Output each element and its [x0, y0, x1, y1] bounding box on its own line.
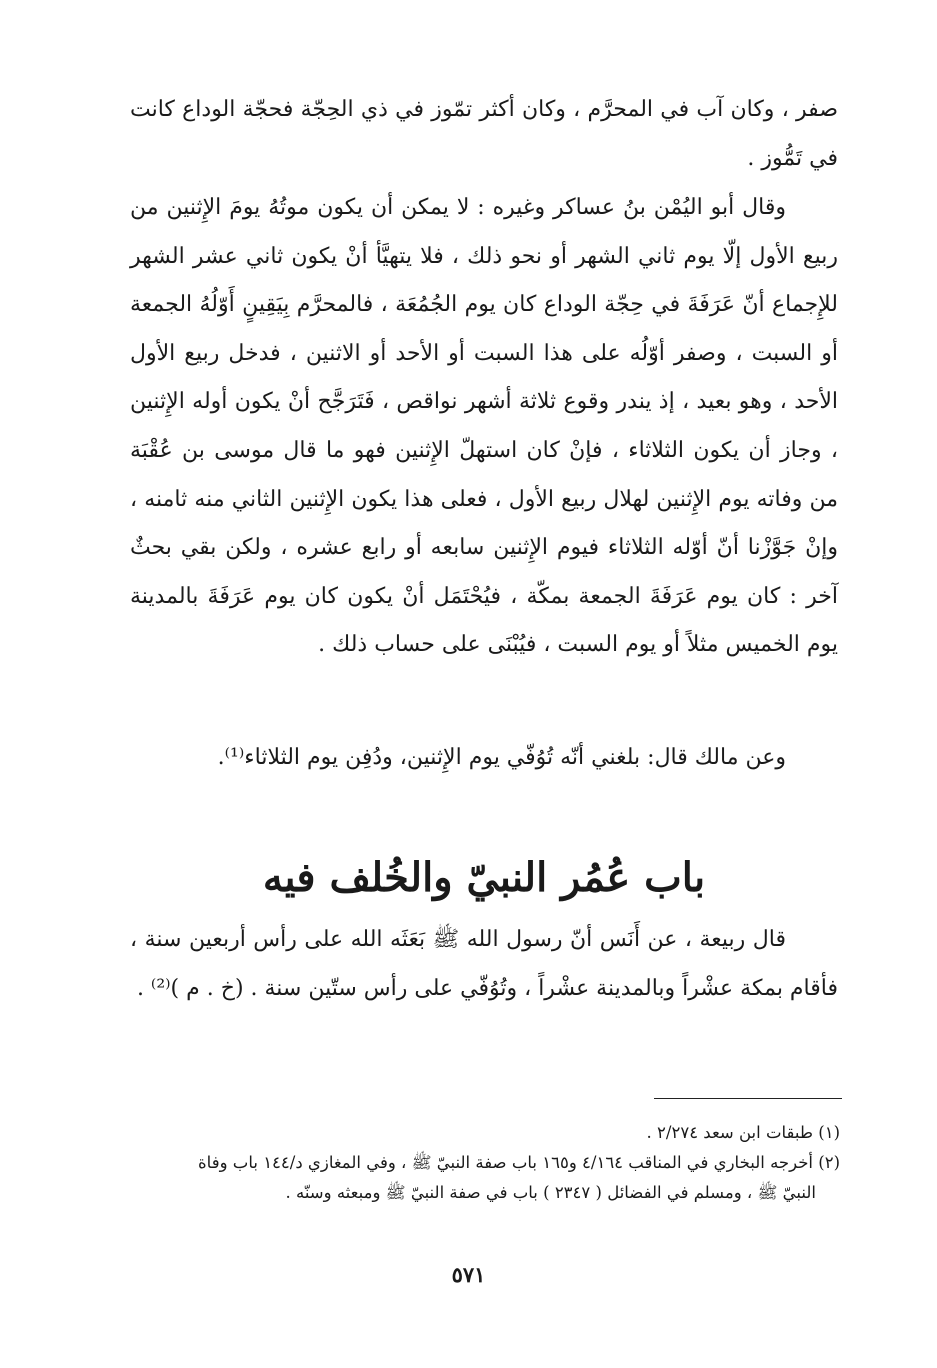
- footnote-divider: [654, 1098, 842, 1099]
- paragraph-death-date-discussion: [130, 184, 838, 670]
- footnote-1: (١) طبقات ابن سعد ٢/٢٧٤ .: [646, 1123, 840, 1142]
- chapter-heading: باب عُمُر النبيّ والخُلف فيه: [262, 854, 706, 901]
- paragraph-text: وعن مالك قال: بلغني أنّه تُوُفّي يوم الإِثنين، ودُفِن يوم الثلاثاء⁽¹⁾.: [217, 745, 786, 770]
- footnote-2: (٢) أخرجه البخاري في المناقب ٤/١٦٤ و١٦٥ باب صفة النبيّ ﷺ ، وفي المغازي د/١٤٤ باب وفاة: [198, 1153, 840, 1172]
- paragraph-text: قال ربيعة ، عن أَنَس أنّ رسول الله ﷺ بَعَثَه الله على رأس أربعين سنة ، فأقام بمكة عشْراً وبالمدينة عشْراً ، وتُوُفّي على رأس ستّين سنة . (خ . م )⁽²⁾ .: [130, 927, 838, 1001]
- paragraph-malik-report: [130, 734, 838, 783]
- page-number: ٥٧١: [451, 1262, 486, 1287]
- footnote-2-continuation: النبيّ ﷺ ، ومسلم في الفضائل ( ٢٣٤٧ ) باب في صفة النبيّ ﷺ ومبعثه وسنّه .: [285, 1183, 816, 1202]
- paragraph-rabia-report: [130, 916, 838, 1013]
- footnotes: [140, 1118, 840, 1208]
- paragraph-text: وقال أبو اليُمْن بنُ عساكر وغيره : لا يمكن أن يكون موتُهُ يومَ الإِثنين من ربيع الأول إلّا يوم ثاني الشهر أو نحو ذلك ، فلا يتهيَّأ أنْ يكون ثاني عشر الشهر للإِجماع أنّ عَرَفَةَ في حِجّة الوداع كان يوم الجُمُعَة ، فالمحرَّم بِيَقِينٍ أَوّلُهُ الجمعة أو السبت ، وصفر أوّلُه على هذا السبت أو الأحد أو الاثنين ، فدخل ربيع الأول الأحد ، وهو بعيد ، إذ يندر وقوع ثلاثة أشهر نواقص ، فَتَرَجَّح أنْ يكون أوله الإِثنين ، وجاز أن يكون الثلاثاء ، فإنْ كان استهلّ الإِثنين فهو ما قال موسى بن عُقْبَة من وفاته يوم الإِثنين لهلال ربيع الأول ، فعلى هذا يكون الإِثنين الثاني منه ثامنه ، وإنْ جَوَّزْنا أنّ أوّله الثلاثاء فيوم الإِثنين سابعه أو رابع عشره ، ولكن بقي بحثٌ آخر : كان يوم عَرَفَةَ الجمعة بمكّة ، فيُحْتَمَل أنْ يكون كان يوم عَرَفَةَ بالمدينة يوم الخميس مثلاً أو يوم السبت ، فيُبْنَى على حساب ذلك .: [130, 195, 838, 658]
- paragraph-continuation: [130, 86, 838, 183]
- paragraph-text: صفر ، وكان آب في المحرَّم ، وكان أكثر تمّوز في ذي الحِجّة فحجّة الوداع كانت في تَمُّوز .: [130, 97, 838, 171]
